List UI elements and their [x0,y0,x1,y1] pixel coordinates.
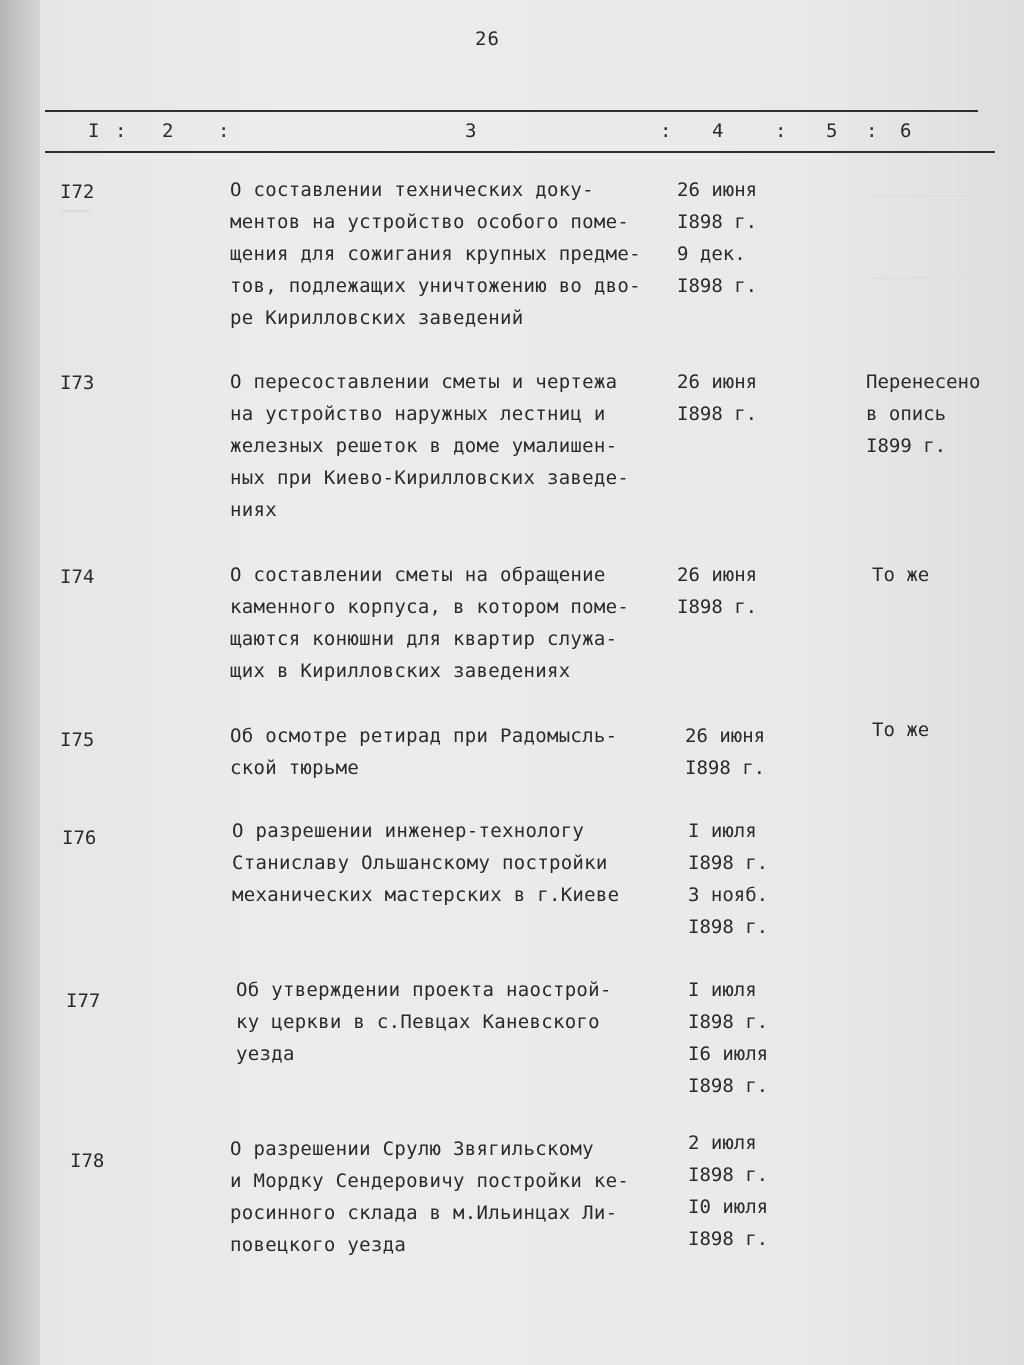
book-spine-shadow [0,0,40,1365]
title-line: щаются конюшни для квартир служа- [230,628,618,650]
date-line: I898 г. [688,1011,769,1033]
title-line: щения для сожигания крупных предме- [230,243,641,265]
case-number: I74 [60,566,95,588]
date-line: 26 июня [685,725,766,747]
title-line: О разрешении Срулю Звягильскому [230,1138,594,1160]
title-line: щих в Кирилловских заведениях [230,660,571,682]
header-col-5: 5 [826,120,838,142]
case-dates [677,366,757,430]
date-line: 2 июля [688,1132,757,1154]
case-title [230,559,629,687]
date-line: 3 нояб. [688,884,769,906]
date-line: I898 г. [677,596,758,618]
header-separator: : [115,120,127,142]
case-number: I77 [66,990,101,1012]
header-col-4: 4 [712,120,724,142]
note-line: Перенесено [866,371,981,393]
date-line: I898 г. [677,275,758,297]
case-dates [677,174,757,302]
date-line: I0 июля [688,1196,769,1218]
case-note [872,559,929,591]
case-title [232,815,619,911]
header-separator: : [660,120,672,142]
header-separator: : [775,120,787,142]
case-title [230,1133,629,1261]
title-line: каменного корпуса, в котором поме- [230,596,630,618]
note-line: То же [872,564,930,586]
date-line: I898 г. [677,211,758,233]
title-line: повецкого уезда [230,1234,407,1256]
case-dates [688,974,768,1102]
title-line: железных решеток в доме умалишен- [230,435,618,457]
date-line: 26 июня [677,564,758,586]
date-line: 9 дек. [677,243,746,265]
title-line: О составлении сметы на обращение [230,564,606,586]
date-line: I898 г. [677,403,758,425]
date-line: I898 г. [688,1164,769,1186]
date-line: I898 г. [688,852,769,874]
title-line: ку церкви в с.Певцах Каневского [236,1011,600,1033]
header-bottom-rule [45,151,995,153]
case-number: I75 [60,729,95,751]
case-title [230,174,641,334]
case-title [230,366,629,526]
note-line: в опись [866,403,947,425]
case-number: I76 [62,827,97,849]
title-line: уезда [236,1043,295,1065]
case-dates [677,559,757,623]
title-line: ре Кирилловских заведений [230,307,524,329]
date-line: I июля [688,820,757,842]
date-line: I6 июля [688,1043,769,1065]
title-line: О составлении технических доку- [230,179,594,201]
title-line: и Мордку Сендеровичу постройки ке- [230,1170,630,1192]
note-line: То же [872,719,930,741]
title-line: ных при Киево-Кирилловских заведе- [230,467,630,489]
title-line: ской тюрьме [230,757,360,779]
title-line: росинного склада в м.Ильинцах Ли- [230,1202,618,1224]
title-line: тов, подлежащих уничтожению во дво- [230,275,641,297]
title-line: Об осмотре ретирад при Радомысль- [230,725,618,747]
header-top-rule [45,110,978,112]
title-line: Об утверждении проекта наострой- [236,979,612,1001]
date-line: I июля [688,979,757,1001]
case-number: I73 [60,372,95,394]
title-line: О пересоставлении сметы и чертежа [230,371,618,393]
case-note [872,714,929,746]
title-line: на устройство наружных лестниц и [230,403,606,425]
title-line: ментов на устройство особого поме- [230,211,630,233]
date-line: I898 г. [688,916,769,938]
case-title [236,974,612,1070]
case-dates [688,815,768,943]
title-line: О разрешении инженер-технологу [232,820,585,842]
date-line: I898 г. [688,1228,769,1250]
header-col-1: I [88,120,100,142]
case-note [866,366,980,462]
case-dates [688,1127,768,1255]
header-col-2: 2 [162,120,174,142]
case-title [230,720,617,784]
header-col-6: 6 [900,120,912,142]
page-number: 26 [475,28,500,50]
header-separator: : [866,120,878,142]
date-line: I898 г. [685,757,766,779]
case-dates [685,720,765,784]
case-number: I72 [60,181,95,203]
date-line: I898 г. [688,1075,769,1097]
title-line: механических мастерских в г.Киеве [232,884,620,906]
show-through-mark [870,195,980,279]
case-number: I78 [70,1150,105,1172]
title-line: Станиславу Ольшанскому постройки [232,852,608,874]
date-line: 26 июня [677,371,758,393]
date-line: 26 июня [677,179,758,201]
title-line: ниях [230,499,277,521]
header-col-3: 3 [465,120,477,142]
note-line: I899 г. [866,435,947,457]
header-separator: : [218,120,230,142]
